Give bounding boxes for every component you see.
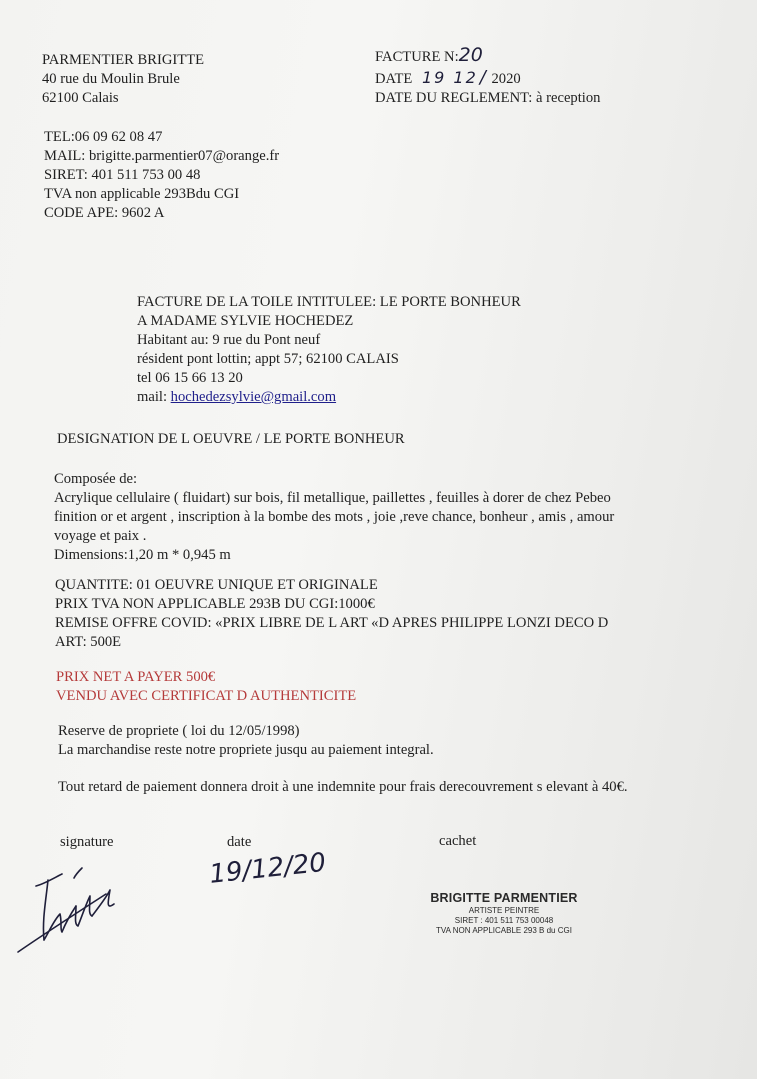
invoice-number-label: FACTURE N: [375, 49, 459, 65]
terms-block [58, 722, 434, 760]
invoice-date-handwritten: 19 12 [421, 68, 478, 87]
composition-line-1: Acrylique cellulaire ( fluidart) sur bois, fil metallique, paillettes , feuilles à dorer de chez Pebeo [54, 490, 611, 506]
client-name: A MADAME SYLVIE HOCHEDEZ [137, 313, 354, 329]
issuer-tva: TVA non applicable 293Bdu CGI [44, 186, 240, 202]
invoice-date-year: 2020 [491, 71, 521, 87]
terms-late: Tout retard de paiement donnera droit à une indemnite pour frais derecouvrement s elevant à 40€. [58, 779, 628, 795]
invoice-date-slash: / [479, 67, 486, 88]
issuer-street: 40 rue du Moulin Brule [42, 71, 180, 87]
issuer-siret: SIRET: 401 511 753 00 48 [44, 167, 201, 183]
pricing-price: PRIX TVA NON APPLICABLE 293B DU CGI:1000€ [55, 596, 375, 612]
issuer-tel: TEL:06 09 62 08 47 [44, 129, 163, 145]
invoice-payment-date: DATE DU REGLEMENT: à reception [375, 90, 601, 106]
issuer-block [42, 51, 204, 108]
invoice-number-value: 20 [458, 44, 483, 66]
issuer-ape: CODE APE: 9602 A [44, 205, 165, 221]
client-mail-link[interactable]: hochedezsylvie@gmail.com [170, 389, 337, 405]
client-mail-label: mail: [137, 389, 171, 405]
invoice-date [375, 68, 600, 89]
terms-merchandise: La marchandise reste notre propriete jusqu au paiement integral. [58, 742, 434, 758]
composition-heading: Composée de: [54, 471, 138, 487]
composition-line-3: voyage et paix . [54, 528, 147, 544]
pricing-discount-1: REMISE OFFRE COVID: «PRIX LIBRE DE L ART «D APRES PHILIPPE LONZI DECO D [55, 615, 609, 631]
issuer-city: 62100 Calais [42, 90, 119, 106]
issuer-mail: MAIL: brigitte.parmentier07@orange.fr [44, 148, 280, 164]
net-block [56, 668, 356, 706]
issuer-contact-block [44, 128, 279, 223]
handwritten-date: 19/12/20 [208, 847, 328, 890]
date-label: date [227, 834, 252, 850]
composition-line-2: finition or et argent , inscription à la bombe des mots , joie ,reve chance, bonheur , amis , amour [54, 509, 615, 525]
pricing-net: PRIX NET A PAYER 500€ [56, 669, 216, 685]
client-address-1: Habitant au: 9 rue du Pont neuf [137, 332, 321, 348]
issuer-name: PARMENTIER BRIGITTE [42, 52, 205, 68]
pricing-discount-2: ART: 500E [55, 634, 122, 650]
invoice-meta-block [375, 46, 600, 108]
client-mail [137, 388, 521, 407]
stamp-tva: TVA NON APPLICABLE 293 B du CGI [436, 926, 572, 935]
client-artwork-title: FACTURE DE LA TOILE INTITULEE: LE PORTE BONHEUR [137, 294, 521, 310]
signature-label: signature [60, 834, 114, 850]
stamp-role: ARTISTE PEINTRE [468, 906, 540, 915]
client-block [137, 293, 521, 407]
stamp-label: cachet [439, 833, 477, 849]
composition-block [54, 470, 614, 565]
invoice-number [375, 46, 600, 67]
stamp-siret: SIRET : 401 511 753 00048 [454, 916, 554, 925]
client-address-2: résident pont lottin; appt 57; 62100 CALAIS [137, 351, 399, 367]
terms-reserve: Reserve de propriete ( loi du 12/05/1998) [58, 723, 300, 739]
pricing-certificate: VENDU AVEC CERTIFICAT D AUTHENTICITE [56, 688, 357, 704]
client-tel: tel 06 15 66 13 20 [137, 370, 243, 386]
designation: DESIGNATION DE L OEUVRE / LE PORTE BONHEUR [57, 431, 405, 447]
handwritten-signature [14, 860, 124, 960]
invoice-date-label: DATE [375, 71, 413, 87]
composition-dimensions: Dimensions:1,20 m * 0,945 m [54, 547, 231, 563]
artist-stamp [428, 891, 580, 936]
pricing-block [55, 576, 608, 652]
pricing-quantity: QUANTITE: 01 OEUVRE UNIQUE ET ORIGINALE [55, 577, 378, 593]
stamp-name: BRIGITTE PARMENTIER [430, 891, 578, 905]
